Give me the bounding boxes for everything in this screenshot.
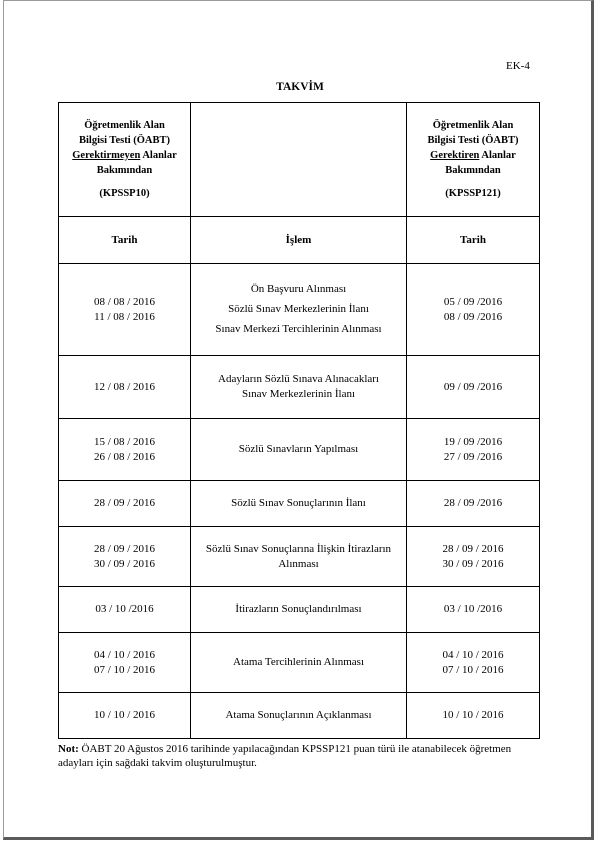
date-cell-left — [59, 481, 191, 527]
date-text: 11 / 08 / 2016 — [94, 310, 155, 323]
operation-text: Sözlü Sınavların Yapılması — [238, 443, 359, 455]
operation-text: Sözlü Sınav Sonuçlarının İlanı — [231, 497, 366, 509]
table-row — [59, 633, 540, 693]
operation-text: Atama Tercihlerinin Alınması — [233, 656, 364, 668]
table-row — [59, 356, 540, 419]
date-text: 30 / 09 / 2016 — [93, 557, 156, 570]
header-right-code: (KPSSP121) — [445, 188, 501, 199]
date-text: 10 / 10 / 2016 — [442, 709, 504, 721]
header-right-line: Bakımından — [445, 165, 501, 176]
operation-cell — [191, 693, 407, 739]
date-text: 04 / 10 / 2016 — [93, 648, 156, 661]
operation-text: Sınav Merkezi Tercihlerinin Alınması — [215, 323, 382, 335]
date-cell-right — [407, 693, 540, 739]
table-row — [59, 693, 540, 739]
date-cell-left — [59, 264, 191, 356]
date-text: 28 / 09 /2016 — [443, 497, 503, 509]
date-text: 26 / 08 / 2016 — [93, 450, 156, 463]
date-text: 03 / 10 /2016 — [443, 603, 503, 615]
date-text: 28 / 09 / 2016 — [93, 542, 156, 555]
operation-cell — [191, 419, 407, 481]
date-cell-left — [59, 693, 191, 739]
date-cell-left — [59, 527, 191, 587]
header-left-line: Bilgisi Testi (ÖABT) — [78, 135, 171, 146]
date-text: 04 / 10 / 2016 — [442, 648, 504, 661]
date-text: 07 / 10 / 2016 — [93, 663, 156, 676]
date-text: 03 / 10 /2016 — [95, 603, 154, 615]
operation-cell — [191, 587, 407, 633]
header-right-emphasis: Gerektiren — [430, 150, 480, 161]
date-text: 15 / 08 / 2016 — [93, 435, 156, 448]
date-cell-right — [407, 481, 540, 527]
operation-text: İtirazların Sonuçlandırılması — [235, 603, 362, 615]
date-cell-right — [407, 527, 540, 587]
header-left-line: Öğretmenlik Alan — [84, 120, 165, 131]
column-header-date-left: Tarih — [59, 217, 191, 264]
table-row — [59, 527, 540, 587]
operation-cell — [191, 264, 407, 356]
header-left-emphasis: Gerektirmeyen — [72, 150, 141, 161]
date-cell-left — [59, 419, 191, 481]
date-cell-left — [59, 633, 191, 693]
page-title: TAKVİM — [276, 81, 324, 93]
footnote — [58, 742, 543, 770]
header-right-line: Alanlar — [479, 150, 516, 161]
annex-tag: EK-4 — [506, 60, 530, 72]
footnote-text: ÖABT 20 Ağustos 2016 tarihinde yapılacağından KPSSP121 puan türü ile atanabilecek öğretmen adayları için sağdaki takvim oluşturulmuştur. — [58, 743, 512, 769]
column-header-row — [59, 217, 540, 264]
operation-text: Adayların Sözlü Sınava Alınacakları — [218, 373, 379, 385]
date-text: 08 / 09 /2016 — [443, 310, 503, 323]
operation-text: Sınav Merkezlerinin İlanı — [241, 388, 356, 400]
operation-text: Alınması — [278, 557, 319, 570]
date-cell-right — [407, 356, 540, 419]
operation-text: Ön Başvuru Alınması — [250, 283, 347, 295]
calendar-table — [58, 102, 540, 739]
footnote-label: Not: — [58, 743, 79, 755]
operation-text: Sözlü Sınav Merkezlerinin İlanı — [228, 303, 369, 315]
date-text: 12 / 08 / 2016 — [93, 380, 156, 393]
date-cell-right — [407, 587, 540, 633]
table-row — [59, 587, 540, 633]
header-left-line: Alanlar — [140, 150, 177, 161]
date-cell-left — [59, 356, 191, 419]
operation-text: Atama Sonuçlarının Açıklanması — [225, 709, 372, 721]
header-right-line: Öğretmenlik Alan — [432, 120, 514, 131]
table-header-row — [59, 103, 540, 217]
date-cell-right — [407, 264, 540, 356]
header-right-line: Bilgisi Testi (ÖABT) — [427, 135, 519, 146]
header-left-line: Bakımından — [96, 165, 153, 176]
column-header-operation: İşlem — [191, 217, 407, 264]
date-text: 07 / 10 / 2016 — [442, 663, 504, 676]
date-text: 09 / 09 /2016 — [443, 380, 503, 393]
date-text: 28 / 09 / 2016 — [93, 497, 156, 509]
date-text: 05 / 09 /2016 — [443, 295, 503, 308]
date-cell-right — [407, 633, 540, 693]
operation-cell — [191, 527, 407, 587]
header-left-code: (KPSSP10) — [99, 188, 150, 199]
operation-text: Sözlü Sınav Sonuçlarına İlişkin İtirazların — [205, 542, 392, 555]
table-row — [59, 481, 540, 527]
column-header-date-right: Tarih — [407, 217, 540, 264]
date-text: 08 / 08 / 2016 — [93, 295, 156, 308]
date-cell-right — [407, 419, 540, 481]
header-middle-cell — [191, 103, 407, 217]
date-text: 19 / 09 /2016 — [443, 435, 503, 448]
operation-cell — [191, 356, 407, 419]
date-cell-left — [59, 587, 191, 633]
header-right-cell — [407, 103, 540, 217]
date-text: 30 / 09 / 2016 — [442, 557, 504, 570]
operation-cell — [191, 481, 407, 527]
date-text: 28 / 09 / 2016 — [442, 542, 504, 555]
date-text: 27 / 09 /2016 — [443, 450, 503, 463]
date-text: 10 / 10 / 2016 — [93, 709, 156, 721]
table-row — [59, 264, 540, 356]
table-row — [59, 419, 540, 481]
operation-cell — [191, 633, 407, 693]
header-left-cell — [59, 103, 191, 217]
